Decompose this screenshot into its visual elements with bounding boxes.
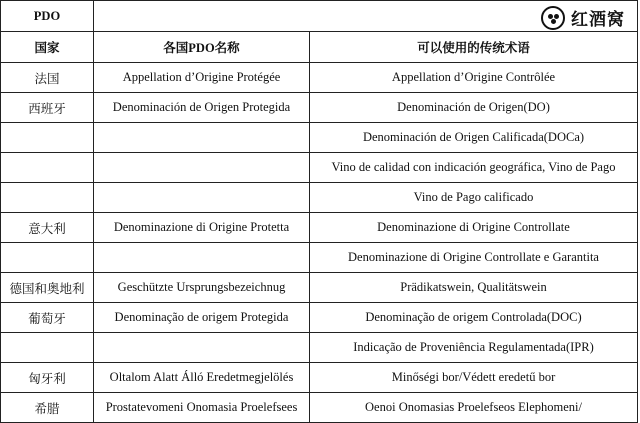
cell-country [1,333,94,363]
cell-pdo-name: Oltalom Alatt Álló Eredetmegjelölés [94,363,310,393]
cell-pdo-name: Denominação de origem Protegida [94,303,310,333]
header-country: 国家 [1,32,94,63]
table-row [1,333,638,363]
cell-pdo-name: Geschützte Ursprungsbezeichnug [94,273,310,303]
table-row [1,363,638,393]
table-row [1,243,638,273]
cell-term: Vino de calidad con indicación geográfica, Vino de Pago [310,153,638,183]
cell-pdo-name [94,153,310,183]
cell-term: Denominación de Origen(DO) [310,93,638,123]
cell-pdo-name: Denominazione di Origine Protetta [94,213,310,243]
logo [541,5,625,30]
title-cell: PDO [1,1,94,32]
cell-country [1,243,94,273]
cell-pdo-name: Denominación de Origen Protegida [94,93,310,123]
logo-cell [94,1,638,32]
header-pdo-name: 各国PDO名称 [94,32,310,63]
table-row [1,273,638,303]
table-row [1,393,638,423]
cell-pdo-name [94,333,310,363]
cell-country: 法国 [1,63,94,93]
cell-term: Prädikatswein, Qualitätswein [310,273,638,303]
cell-term: Indicação de Proveniência Regulamentada(IPR) [310,333,638,363]
cell-pdo-name [94,183,310,213]
logo-text: 红酒窝 [571,10,625,30]
cell-term: Vino de Pago calificado [310,183,638,213]
cell-pdo-name [94,243,310,273]
cell-term: Denominazione di Origine Controllate [310,213,638,243]
title-row [1,1,638,32]
cell-country [1,183,94,213]
cell-term: Oenoi Onomasias Proelefseos Elephomeni/ [310,393,638,423]
cell-country [1,153,94,183]
cell-country: 西班牙 [1,93,94,123]
cell-pdo-name: Prostatevomeni Onomasia Proelefsees [94,393,310,423]
cell-term: Denominazione di Origine Controllate e Garantita [310,243,638,273]
cell-term: Denominação de origem Controlada(DOC) [310,303,638,333]
cell-country [1,123,94,153]
table-row [1,93,638,123]
table-row [1,123,638,153]
cell-country: 德国和奥地利 [1,273,94,303]
cell-pdo-name: Appellation d’Origine Protégée [94,63,310,93]
table-row [1,213,638,243]
cell-country: 匈牙利 [1,363,94,393]
table-row [1,183,638,213]
wine-grape-icon [541,6,565,30]
pdo-table-body [1,1,638,423]
cell-country: 葡萄牙 [1,303,94,333]
header-row [1,32,638,63]
cell-pdo-name [94,123,310,153]
cell-country: 希腊 [1,393,94,423]
table-row [1,63,638,93]
table-row [1,303,638,333]
cell-term: Minőségi bor/Védett eredetű bor [310,363,638,393]
header-term: 可以使用的传统术语 [310,32,638,63]
table-row [1,153,638,183]
cell-country: 意大利 [1,213,94,243]
cell-term: Appellation d’Origine Contrôlée [310,63,638,93]
cell-term: Denominación de Origen Calificada(DOCa) [310,123,638,153]
